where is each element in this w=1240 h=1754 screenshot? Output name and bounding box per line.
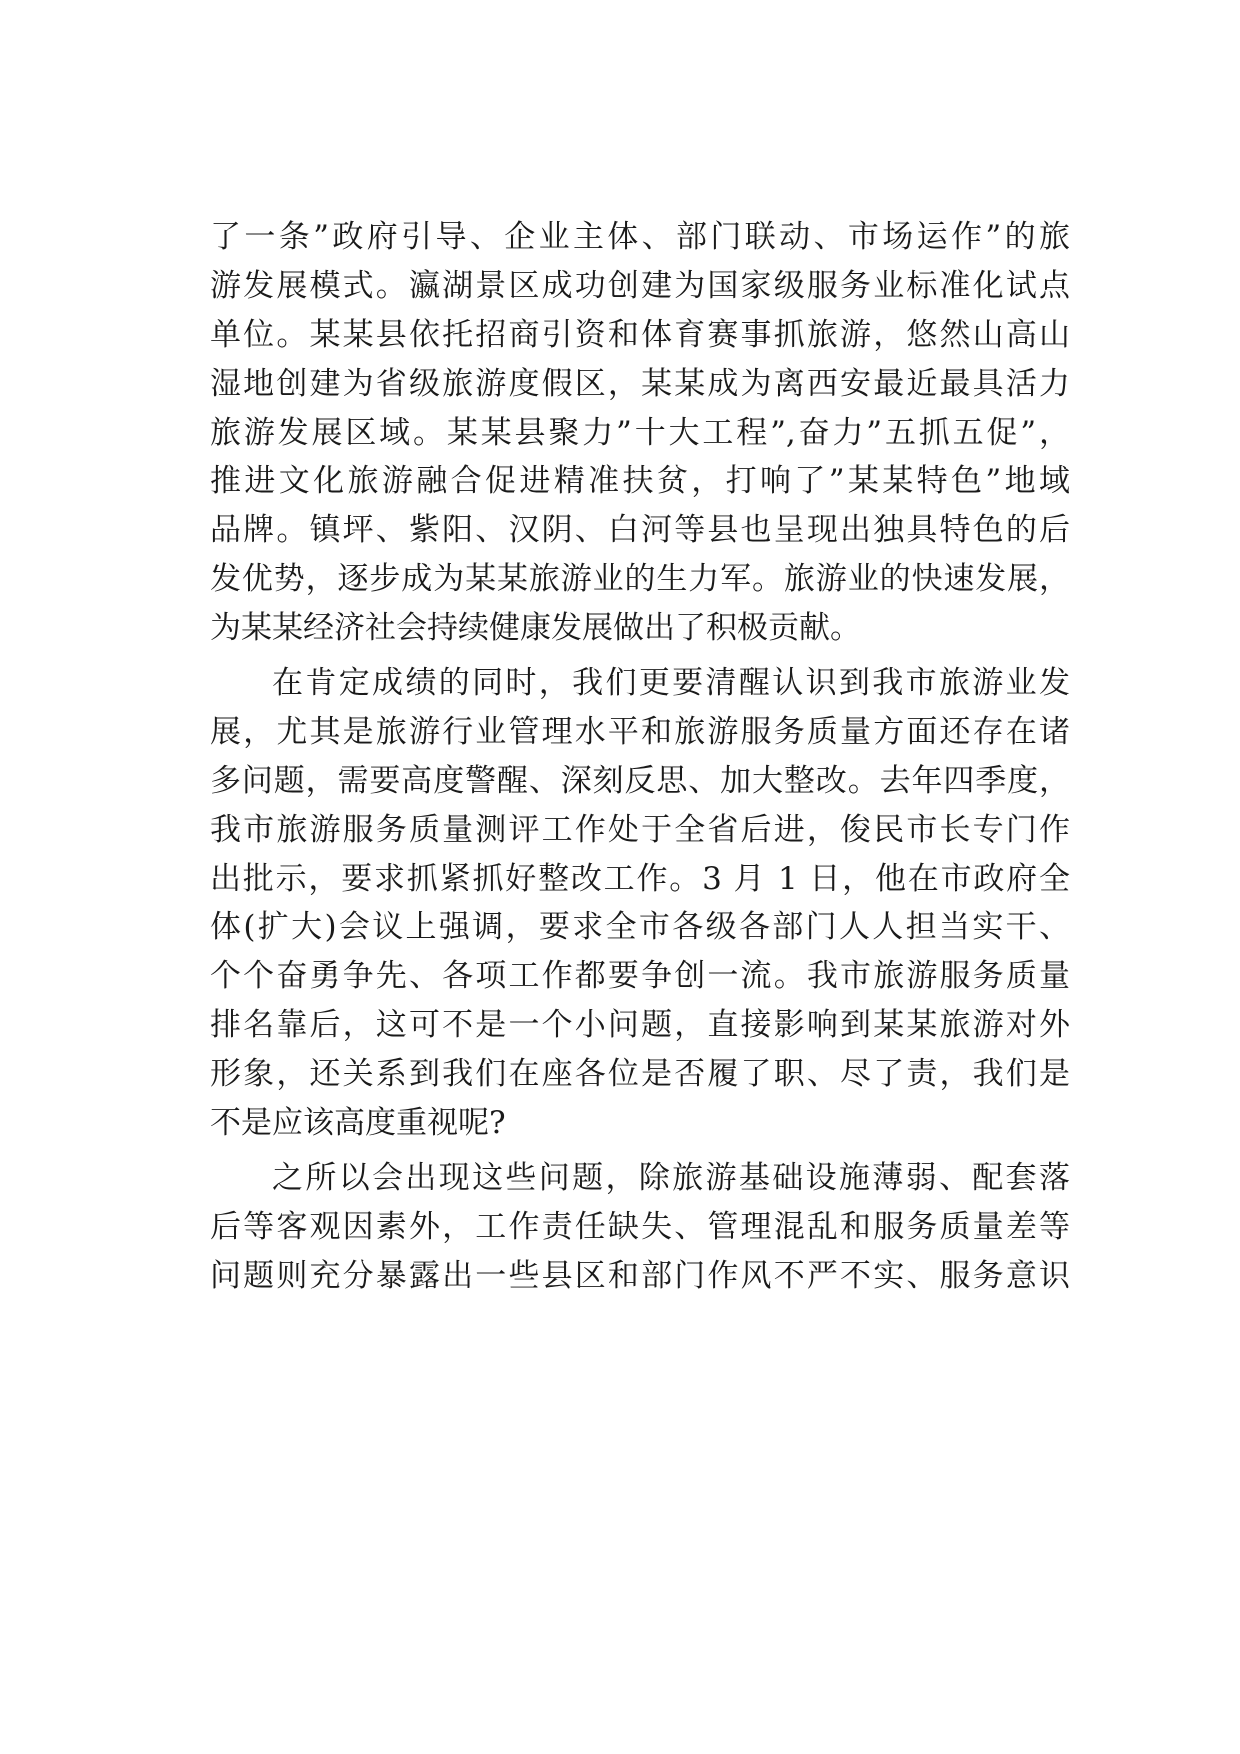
text-line: 排名靠后，这可不是一个小问题，直接影响到某某旅游对外 — [210, 1007, 1070, 1044]
text-line: 形象，还关系到我们在座各位是否履了职、尽了责，我们是 — [210, 1056, 1070, 1093]
text-line: 体(扩大)会议上强调，要求全市各级各部门人人担当实干、 — [210, 909, 1070, 946]
paragraph-3 — [210, 1154, 1070, 1301]
text-line: 多问题，需要高度警醒、深刻反思、加大整改。去年四季度， — [210, 762, 1070, 799]
text-line: 问题则充分暴露出一些县区和部门作风不严不实、服务意识 — [210, 1257, 1070, 1294]
text-line: 个个奋勇争先、各项工作都要争创一流。我市旅游服务质量 — [210, 958, 1070, 995]
text-line: 了一条”政府引导、企业主体、部门联动、市场运作”的旅 — [210, 219, 1070, 255]
text-line: 展，尤其是旅游行业管理水平和旅游服务质量方面还存在诸 — [210, 713, 1070, 750]
text-line: 游发展模式。瀛湖景区成功创建为国家级服务业标准化试点 — [210, 267, 1070, 304]
text-line: 为某某经济社会持续健康发展做出了积极贡献。 — [210, 610, 861, 647]
text-line: 出批示，要求抓紧抓好整改工作。3 月 1 日，他在市政府全 — [210, 860, 1070, 897]
text-line: 旅游发展区域。某某县聚力”十大工程”,奋力”五抓五促”， — [210, 414, 1070, 451]
paragraph-1 — [210, 213, 1070, 653]
text-line: 单位。某某县依托招商引资和体育赛事抓旅游，悠然山高山 — [210, 316, 1070, 353]
text-line: 我市旅游服务质量测评工作处于全省后进，俊民市长专门作 — [210, 811, 1070, 848]
text-line: 推进文化旅游融合促进精准扶贫，打响了”某某特色”地域 — [210, 463, 1070, 500]
body-text — [210, 213, 1070, 1301]
text-line: 不是应该高度重视呢? — [210, 1105, 506, 1142]
text-line: 湿地创建为省级旅游度假区，某某成为离西安最近最具活力 — [210, 365, 1070, 402]
text-line: 在肯定成绩的同时，我们更要清醒认识到我市旅游业发 — [272, 665, 1070, 702]
text-line: 发优势，逐步成为某某旅游业的生力军。旅游业的快速发展， — [210, 561, 1070, 598]
text-line: 品牌。镇坪、紫阳、汉阴、白河等县也呈现出独具特色的后 — [210, 512, 1070, 549]
text-line: 之所以会出现这些问题，除旅游基础设施薄弱、配套落 — [272, 1159, 1070, 1196]
paragraph-2 — [210, 659, 1070, 1148]
text-line: 后等客观因素外，工作责任缺失、管理混乱和服务质量差等 — [210, 1208, 1070, 1245]
